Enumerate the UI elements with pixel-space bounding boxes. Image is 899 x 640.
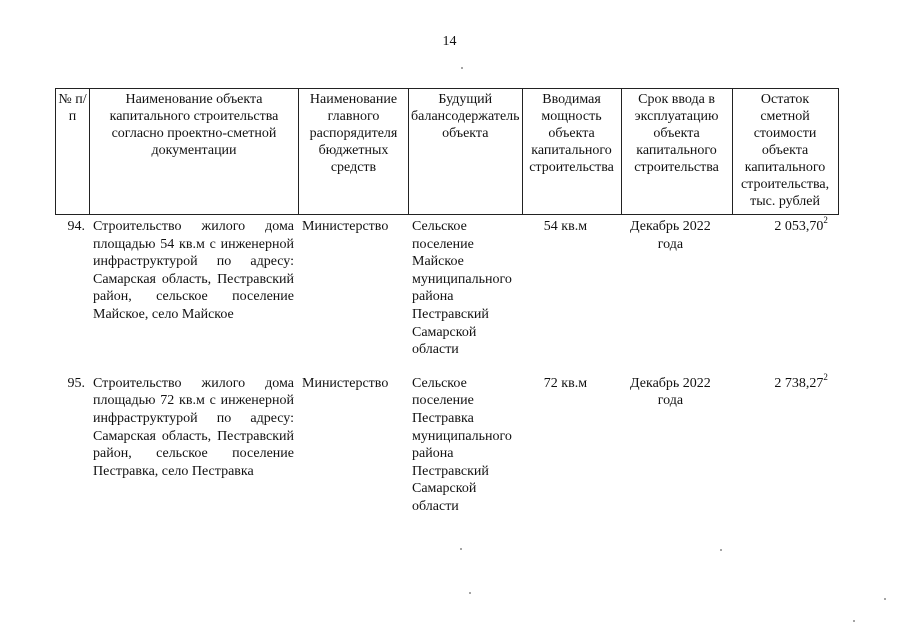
header-distributor: Наименование главного распорядителя бюджетных средств xyxy=(299,89,409,215)
header-object-name: Наименование объекта капитального строительства согласно проектно-сметной документации xyxy=(90,89,299,215)
scan-speck xyxy=(720,549,722,551)
remaining-cost-value: 2 738,27 xyxy=(774,375,824,391)
row-num: 94. xyxy=(67,219,85,234)
footnote-mark: 2 xyxy=(823,372,828,383)
row-capacity: 72 кв.м xyxy=(543,375,588,391)
table-row xyxy=(55,218,832,359)
row-num: 95. xyxy=(67,375,85,391)
scan-speck xyxy=(469,592,471,594)
row-remaining-cost xyxy=(726,372,832,516)
header-balance-holder: Будущий балансодержатель объекта xyxy=(409,89,523,215)
row-object-name: Строительство жилого дома площадью 54 кв.м с инженерной инфраструктурой по адресу: Самарская область, Пестравский район, сельское поселение Майское, село Майское xyxy=(93,219,294,322)
page-number: 14 xyxy=(442,34,457,49)
row-capacity: 54 кв.м xyxy=(543,219,588,234)
scan-speck xyxy=(853,620,855,622)
row-balance-holder: Сельское поселение Майское муниципального района Пестравский Самарской области xyxy=(412,219,512,358)
table-header xyxy=(55,88,839,215)
row-balance-holder: Сельское поселение Пестравка муниципального района Пестравский Самарской области xyxy=(412,375,512,514)
scan-speck xyxy=(461,67,463,69)
row-commission-term: Декабрь 2022 года xyxy=(630,219,711,252)
table-row xyxy=(55,375,832,516)
row-distributor: Министерство xyxy=(302,375,389,391)
footnote-mark: 2 xyxy=(823,215,828,226)
scan-speck xyxy=(460,548,462,550)
row-object-name: Строительство жилого дома площадью 72 кв.м с инженерной инфраструктурой по адресу: Самарская область, Пестравский район, сельское поселение Пестравка, село Пестравка xyxy=(93,375,294,479)
remaining-cost-value: 2 053,70 xyxy=(774,219,824,234)
scan-speck xyxy=(884,598,886,600)
header-num: № п/п xyxy=(56,89,90,215)
row-remaining-cost xyxy=(726,215,832,359)
row-commission-term: Декабрь 2022 года xyxy=(630,375,711,409)
table-body xyxy=(55,215,832,516)
header-remaining-cost: Остаток сметной стоимости объекта капитального строительства, тыс. рублей xyxy=(732,89,838,215)
row-distributor: Министерство xyxy=(302,219,389,234)
header-commission-term: Срок ввода в эксплуатацию объекта капитального строительства xyxy=(621,89,732,215)
header-capacity: Вводимая мощность объекта капитального строительства xyxy=(522,89,621,215)
